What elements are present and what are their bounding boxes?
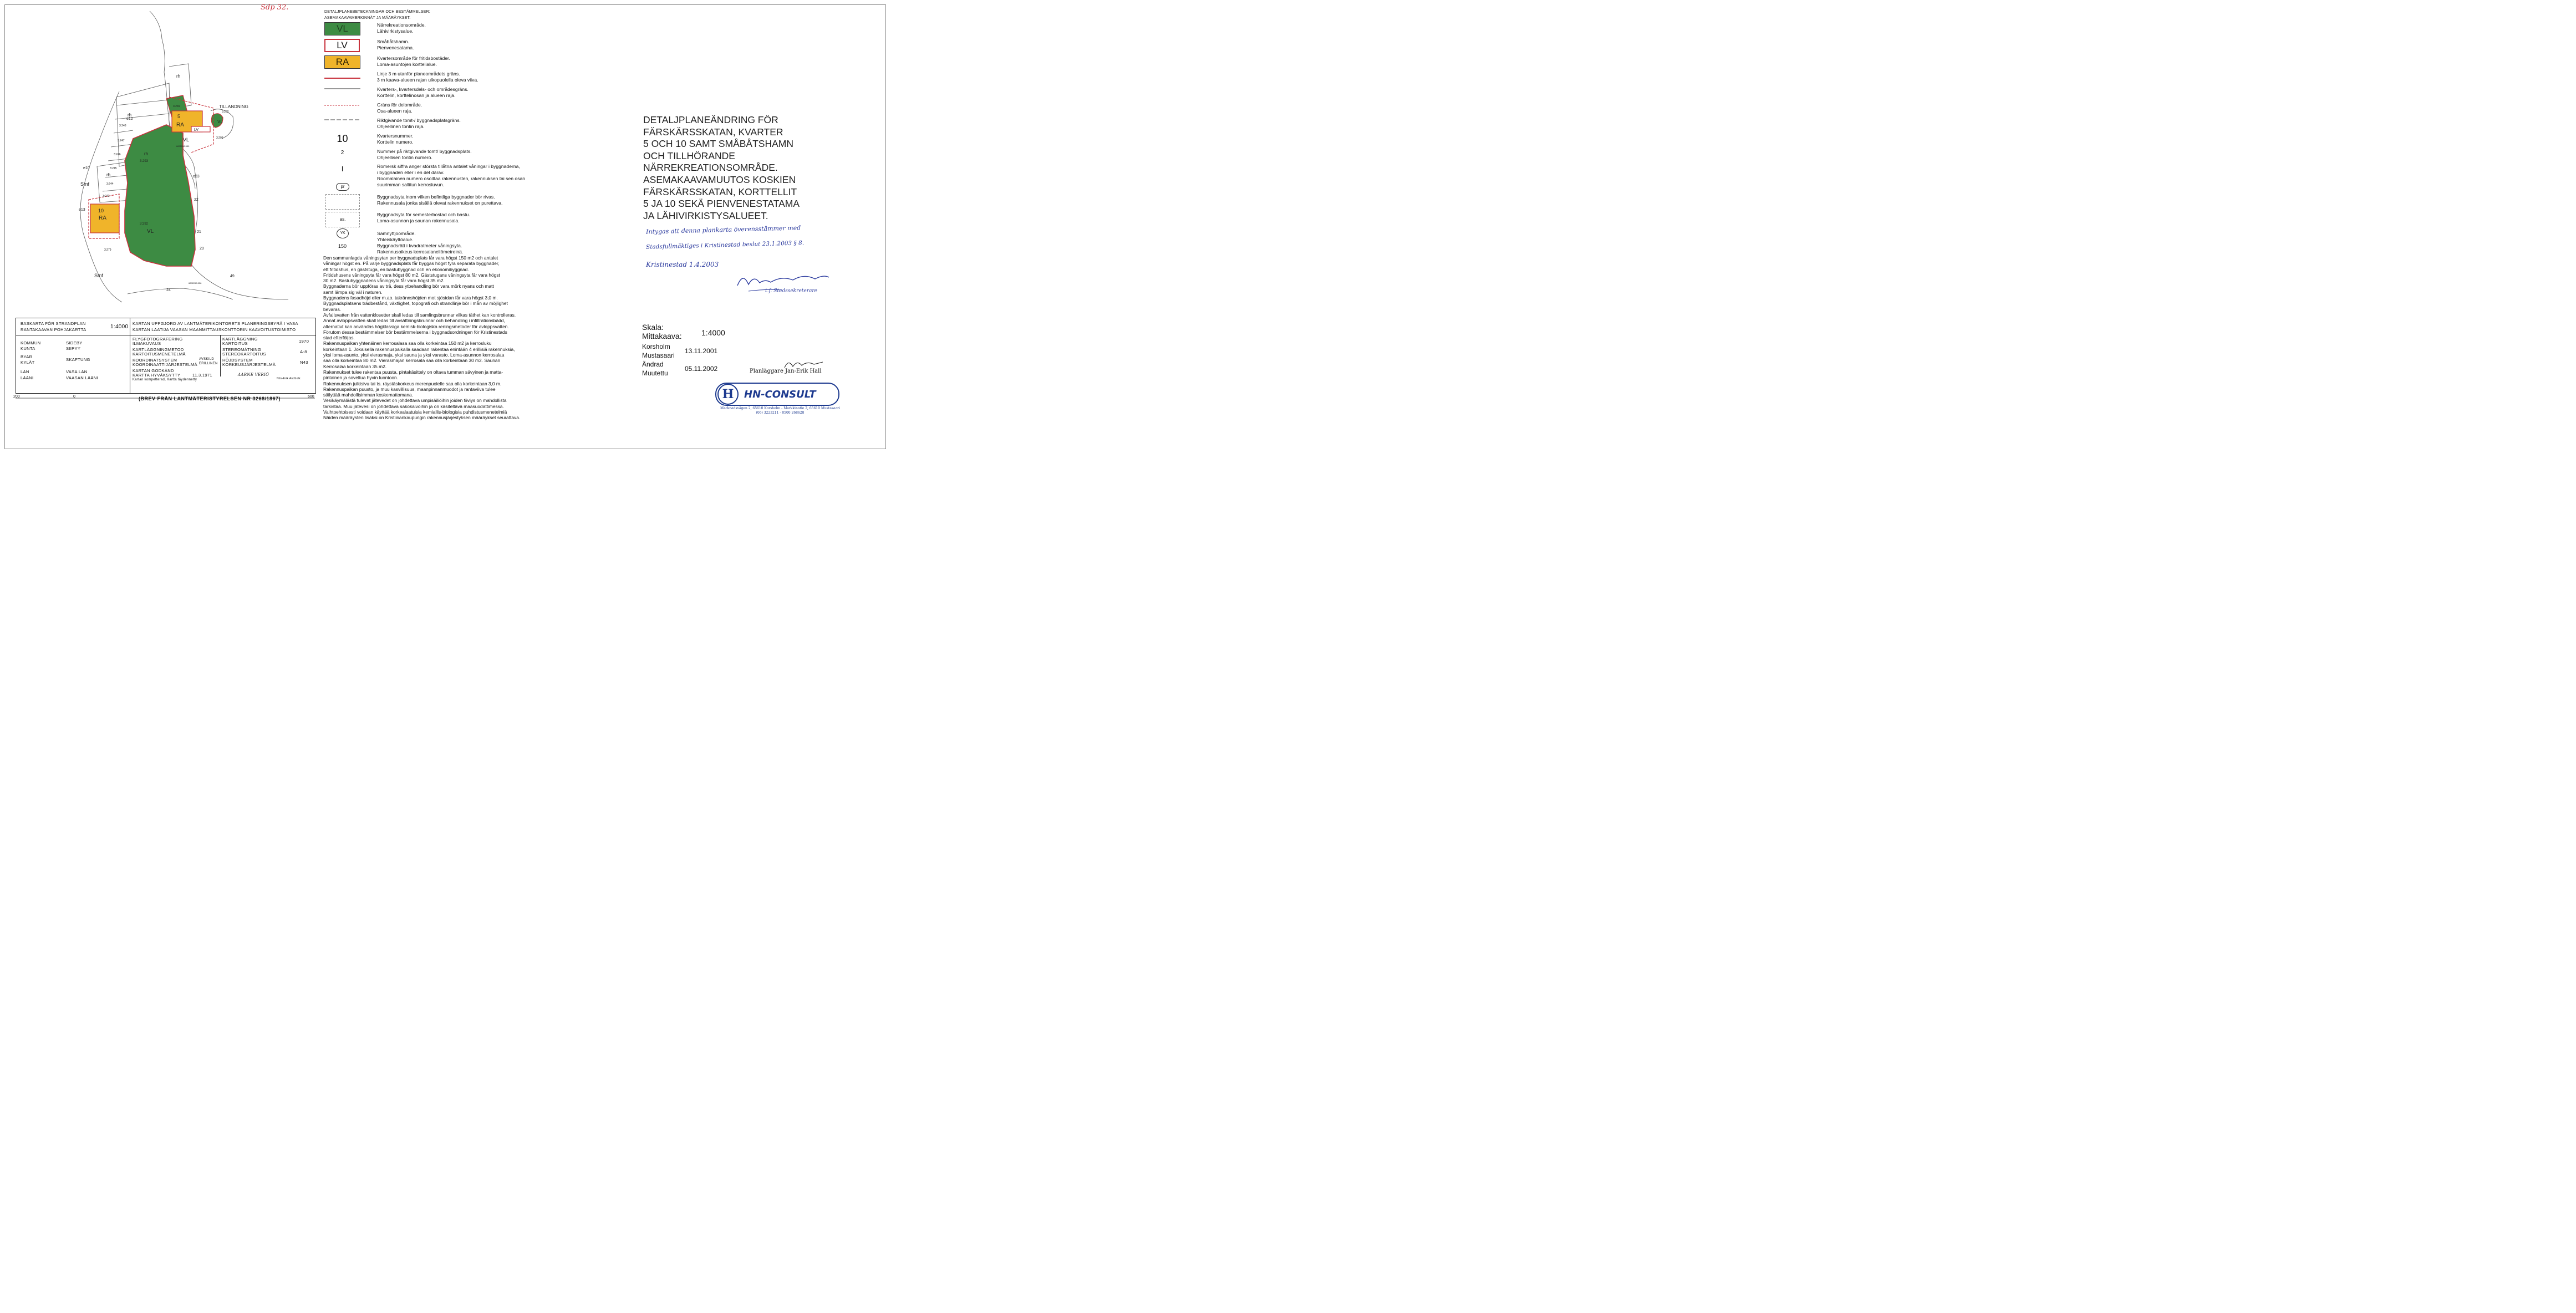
hn-address-block	[716, 406, 844, 415]
legend-header-fi: ASEMAKAAVAMERKINNÄT JA MÄÄRÄYKSET:	[324, 16, 411, 20]
legend-text-tomtgrans: Riktgivande tomt-/ byggnadsplatsgräns. Ohjeellinen tontin raja.	[377, 118, 461, 129]
legend-symbol-pr-area	[325, 194, 360, 210]
legend-row-kvartersnummer	[324, 133, 563, 149]
reg-line: Byggnadsplatsens trädbestånd, växtlighet, topografi och strandlinje bör i mån av möjlighet	[323, 301, 508, 307]
tb-sign2: Nils-Erik Andbolk	[277, 377, 301, 380]
scale-value: 1:4000	[701, 328, 725, 337]
reg-line: Kerrosalaa korkeintaan 35 m2.	[323, 363, 387, 369]
label-vl-islet: VL	[217, 119, 223, 124]
reg-line: ett fritidshus, en gäststuga, en bastubyggnad och en ekonomibyggnad.	[323, 266, 469, 272]
shoreline-west	[80, 91, 122, 302]
legend-row-kvarter	[324, 86, 563, 102]
tb-hyv: KARTTA HYVÄKSYTTY	[133, 373, 181, 378]
tb-flyg: FLYGFOTOGRAFERING	[133, 337, 183, 342]
legend-symbol-line3m	[324, 71, 360, 84]
legend-text-vl: Närrekreationsområde. Lähivirkistysalue.	[377, 22, 426, 34]
tb-scale: 1:4000	[110, 324, 129, 330]
tb-baskarta: BASKARTA FÖR STRANDPLAN	[21, 321, 86, 326]
label-rh-2: rh	[144, 151, 149, 156]
title-line: 5 JA 10 SEKÄ PIENVENESTATAMA	[643, 198, 800, 210]
title-line: FÄRSKÄRSSKATAN, KVARTER	[643, 126, 783, 138]
basemap-titleblock	[16, 318, 316, 394]
title-line: ASEMAKAAVAMUUTOS KOSKIEN	[643, 174, 796, 185]
date-label-sv-1: Korsholm	[642, 343, 670, 350]
legend-symbol-kvarter	[324, 86, 360, 100]
scale-label-sv: Skala:	[642, 323, 664, 332]
legend-text-ra: Kvartersområde för fritidsbostäder. Loma-asuntojen korttelialue.	[377, 55, 450, 67]
tb-koordj: KOORDINAATTIJÄRJESTELMÄ	[133, 362, 197, 367]
label-rh-3: rh	[128, 113, 132, 118]
tb-byar: BYAR	[21, 354, 33, 359]
tb-hojd: HÖJDSYSTEM	[222, 358, 253, 363]
title-line: JA LÄHIVIRKISTYSALUEET.	[643, 210, 768, 221]
legend-symbol-vl: VL	[324, 22, 360, 35]
tb-lan-val: VASA LÄN	[66, 369, 88, 374]
reg-line: Förutom dessa bestämmelser bör bestämmelserna i byggnadsordningen för Kristinestads	[323, 329, 507, 335]
titleblock-divider-2	[220, 335, 221, 376]
reg-line: samt lämpa sig väl i naturen.	[323, 289, 383, 295]
certification-line-1: Intygas att denna plankarta överensstämmer med	[645, 224, 801, 236]
tb-year: 1970	[299, 339, 309, 344]
regulations-text	[323, 255, 573, 421]
legend-text-kvartersnummer: Kvartersnummer. Korttelin numero.	[377, 133, 414, 145]
legend-text-lv: Småbåtshamn. Pienvenesatama.	[377, 39, 414, 50]
tb-laani-val: VAASAN LÄÄNI	[66, 375, 98, 380]
reg-line: Näiden määräysten lisäksi on Kristiinankaupungin rakennusjärjestyksen määräykset seurattava.	[323, 415, 521, 421]
tb-ilma: ILMAKUVAUS	[133, 341, 161, 346]
label-parcel-244: 3:244	[106, 182, 114, 186]
reg-line: Byggnaderna bör uppföras av trä, dess ytbehandling bör vara mörk nyans och matt	[323, 283, 494, 289]
label-e10-1: e10	[83, 166, 90, 170]
tb-uppgjord: KARTAN UPPGJORD AV LANTMÄTERIKONTORETS PLANERINGSBYRÅ I VASA	[133, 321, 298, 326]
plan-title	[643, 114, 843, 222]
legend-symbol-lv: LV	[324, 39, 360, 52]
plan-sheet	[0, 0, 887, 452]
tb-n43: N43	[300, 360, 308, 365]
legend-symbol-byggnadsratt: 150	[338, 243, 347, 249]
legend-symbol-tomtgrans	[324, 118, 360, 131]
hn-logo-mark: H	[717, 384, 739, 405]
reg-line: 30 m2. Bastubyggnadens våningsyta får vara högst 35 m2.	[323, 278, 445, 284]
legend-row-line3m	[324, 71, 563, 86]
legend-text-as: Byggnadsyta för semesterbostad och bastu. Loma-asunnon ja saunan rakennusala.	[377, 212, 470, 223]
tb-laani: LÄÄNI	[21, 375, 34, 380]
reg-line: Byggnadens fasadhöjd eller m.ao. takrännshöjden mot sjösidan får vara högst 3,0 m.	[323, 295, 498, 301]
tb-kork: KORKEUSJÄRJESTELMÄ	[222, 362, 276, 367]
tb-kartm: KARTLÄGGNINGMETOD	[133, 347, 184, 352]
label-e13: e13	[79, 208, 85, 212]
tb-koord: KOORDINATSYSTEM	[133, 358, 177, 363]
legend-text-delomrade: Gräns för delområde. Osa-alueen raja.	[377, 102, 422, 114]
tb-kommun: KOMMUN	[21, 340, 41, 345]
reg-line: Avfallsvatten från vattenklosetter skall ledas till samlingsbrunnar vilkas täthet kan kontrolleras.	[323, 312, 516, 318]
label-parcel-243: 3:243	[103, 195, 110, 198]
legend-text-kvarter: Kvarters-, kvartersdels- och områdesgräns. Korttelin, korttelinosan ja alueen raja.	[377, 86, 469, 98]
label-rh-4: rh	[106, 172, 111, 177]
date-value-2: 05.11.2002	[685, 365, 718, 373]
label-smf-2: Smf	[94, 273, 104, 278]
tb-letter: (BREV FRÅN LANTMÄTERISTYRELSEN NR 3268/1867)	[139, 396, 281, 401]
reg-line: Rakennuspaikan puusto, ja muu kasvillisuus, maanpinnanmuodot ja rantaviiva tulee	[323, 386, 496, 392]
date-label-sv-2: Ändrad	[642, 360, 664, 368]
scale-label-fi: Mittakaava:	[642, 332, 682, 340]
reg-line: pintainen ja soveltua hyvin luontoon.	[323, 375, 399, 381]
title-line: DETALJPLANEÄNDRING FÖR	[643, 114, 778, 125]
tb-by-val: SKAFTUNG	[66, 357, 90, 362]
axis-zero-label: 0	[73, 395, 75, 399]
reg-line: Annat avloppsvatten skall ledas till avsättningsbrunnar och behandling i infiltrationsbädd,	[323, 318, 505, 324]
label-parcel-292: 3:292	[140, 222, 149, 226]
legend-symbol-ra: RA	[324, 55, 360, 69]
tb-sign1: AARNE VERIÖ	[238, 373, 269, 377]
label-parcel-246: 3:246	[114, 153, 121, 156]
label-parcel-203: 3:203	[216, 136, 223, 140]
label-tillandning: TILLANDNING	[219, 104, 248, 109]
label-o23: o23	[193, 175, 200, 179]
legend-text-tomtnummer: Nummer på riktgivande tomt/ byggnadsplats. Ohjeellisen tontin numero.	[377, 149, 472, 160]
title-line: FÄRSKÄRSSKATAN, KORTTELLIT	[643, 186, 797, 197]
title-line: NÄRREKREATIONSOMRÅDE.	[643, 162, 778, 174]
hn-logo-name: HN-CONSULT	[744, 388, 816, 400]
tb-kartme: KARTOITUSMENETELMÄ	[133, 352, 186, 357]
title-line: 5 OCH 10 SAMT SMÅBÅTSHAMN	[643, 138, 793, 150]
tb-stereok: STEREOKARTOITUS	[222, 352, 266, 357]
label-coord-1: 6892268.559	[176, 145, 190, 147]
label-parcel-202: 3:202	[222, 110, 229, 114]
reg-line: saa olla korkeintaa 80 m2. Vierasmajan kerrosala saa olla korkeintaan 30 m2. Saunan	[323, 358, 501, 364]
label-e12: e12	[126, 117, 133, 121]
sheet-stamp: Sdp 32.	[261, 3, 289, 12]
tb-laatija: KARTAN LAATIJA VAASAN MAANMITTAUSKONTTORIN KAAVOITUSTOIMISTO	[133, 327, 296, 332]
label-ra-10: RA	[99, 215, 106, 221]
date-label-fi-2: Muutettu	[642, 369, 668, 377]
reg-line: Rakennukset tulee rakentaa puusta, pintakäsittely on oltava tumman sävyinen ja matta-	[323, 369, 503, 375]
legend-row-yk	[324, 228, 563, 244]
legend-row-lv	[324, 39, 563, 54]
date-value-1: 13.11.2001	[685, 347, 718, 355]
legend-symbol-vaningar: I	[341, 165, 344, 173]
label-block-10: 10	[98, 208, 104, 213]
legend-symbol-yk: YK	[337, 228, 349, 238]
axis-right-label: 600	[308, 395, 314, 399]
tb-kommun-val: SIDEBY	[66, 340, 83, 345]
hn-consult-logo	[715, 383, 839, 406]
certification-line-3: Kristinestad 1.4.2003	[646, 261, 719, 268]
reg-line: stad efterföljas.	[323, 335, 355, 341]
reg-line: Rakennuspaikan yhtenäinen kerrosalasa saa olla korkeintaa 150 m2 ja kerrosluku	[323, 340, 492, 347]
tb-gdate: 11.3.1971	[192, 373, 212, 378]
label-24: 24	[166, 288, 171, 292]
legend-text-yk: Samnyttjoområde. Yhteiskäyttöalue.	[377, 231, 416, 242]
label-parcel-247: 3:247	[118, 139, 125, 143]
legend-symbol-delomrade	[324, 102, 360, 115]
legend-symbol-tomtnummer: 2	[340, 150, 344, 156]
label-22: 22	[194, 198, 198, 202]
tb-a8: A-8	[300, 349, 307, 354]
tb-kunta-val: SIIPYY	[66, 346, 81, 351]
contour-south	[128, 288, 233, 299]
tb-eril: ERILLINEN	[199, 362, 218, 365]
legend-header-sv: DETALJPLANEBETECKNINGAR OCH BESTÄMMELSER:	[324, 10, 430, 14]
label-parcel-293: 3:293	[140, 160, 149, 163]
tb-pohjakartta: RANTAKAAVAN POHJAKARTTA	[21, 327, 86, 332]
hn-phone: (06) 3223211 - 0500 268628	[756, 411, 805, 415]
legend-symbol-pr: pr	[336, 183, 349, 191]
reg-line: alternativt kan användas högklassiga kemisk-biologiska reningsmetoder för avloppsvatten.	[323, 323, 509, 329]
date-label-fi-1: Mustasaari	[642, 352, 675, 359]
certification-role: t.f. Stadssekreterare	[765, 288, 818, 294]
legend-row-vl	[324, 22, 563, 38]
label-coord-2: 6892268.558	[189, 282, 202, 284]
certification-line-2: Stadsfullmäktiges i Kristinestad beslut 23.1.2003 § 8.	[645, 240, 805, 251]
legend-row-pr	[324, 194, 563, 210]
reg-line: bevaras.	[323, 306, 342, 312]
label-49: 49	[230, 274, 235, 278]
legend-text-byggnadsratt: Byggnadsrätt i kvadratmeter våningsyta. Rakennusoikeus kerrosalaneliömetreinä.	[377, 243, 464, 255]
label-parcel-279: 3:279	[104, 248, 111, 252]
legend-text-pr: Byggnadsyta inom vilken befintliga byggnader bör rivas. Rakennusala jonka sisällä olevat rakennukset on purettava.	[377, 194, 503, 206]
reg-line: Den sammanlagda våningsytan per byggnadsplats får vara högst 150 m2 och antalet	[323, 255, 498, 261]
reg-line: säilyttää mahdollisimman koskemattomana.	[323, 392, 413, 398]
reg-line: yksi loma-asunto, yksi vierasmaja, yksi sauna ja yksi varasto. Loma-asunnon kerrosalaa	[323, 352, 505, 358]
axis-left-label: 200	[13, 395, 20, 399]
legend-row-as	[324, 212, 563, 227]
label-20: 20	[200, 247, 204, 251]
title-line: OCH TILLHÖRANDE	[643, 150, 735, 161]
label-parcel-249: 3:249	[173, 105, 180, 108]
label-ra-5: RA	[176, 122, 184, 128]
reg-line: korkeintaan 1. Jokaisella rakennuspaikalla saadaan rakentaa enintään 4 erillisiä rakennuksia,	[323, 346, 515, 352]
legend-text-line3m: Linje 3 m utanför planeområdets gräns. 3 m kaava-alueen rajan ulkopuolella oleva viiva.	[377, 71, 478, 83]
tb-kylat: KYLÄT	[21, 360, 35, 365]
tb-kart: KARTLÄGGNING	[222, 337, 258, 342]
label-21: 21	[197, 230, 201, 234]
reg-line: tarkistaa. Muu jätevesi on johdettava sakokaivoihin ja on käsiteltävä maasuodattimessa.	[323, 403, 504, 409]
tb-stereo: STEREOMÄTNING	[222, 347, 262, 352]
tb-karto: KARTOITUS	[222, 341, 248, 346]
reg-line: Rakennuksen julkisivu tai ts. räystäskorkeus merenpuolelle saa olla korkeintaan 3,0 m.	[323, 380, 502, 386]
reg-line: Vaihtoehtoisesti voidaan käyttää korkealaatuisia kemiallis-biologisia puhdistusmenetelmiä	[323, 409, 507, 415]
planner-name: Planläggare Jan-Erik Hall	[750, 368, 822, 374]
reg-line: Vesikäymälästä tulevat jätevedet on johdettava umpisäiliöihin joiden tiiviys on mahdollista	[323, 398, 507, 404]
label-block-5: 5	[177, 114, 181, 119]
label-parcel-248: 3:248	[119, 124, 126, 128]
tb-lan: LÄN	[21, 369, 29, 374]
label-parcel-245: 3:245	[110, 167, 117, 170]
label-vl-main: VL	[147, 228, 154, 235]
legend-symbol-kvartersnummer: 10	[337, 133, 348, 144]
tb-avsk: AVSKILD	[199, 358, 214, 361]
label-rh-1: rh	[176, 74, 181, 79]
legend-row-tomtnummer	[324, 149, 563, 164]
legend-row-ra	[324, 55, 563, 71]
tb-kompl: Kartan kompetterad, Kartta täydennetty	[133, 378, 197, 381]
legend-row-tomtgrans	[324, 118, 563, 133]
tb-kunta: KUNTA	[21, 346, 35, 351]
legend-text-vaningar: Romersk siffra anger största tillåtna antalet våningar i byggnaderna, i byggnaden eller i en del därav. Roomalainen numero osoittaa rakennusten, rakennuksen tai sen osan suurimman sallitun kerrosluvun.	[377, 164, 526, 187]
label-lv: LV	[194, 128, 199, 132]
tb-godk: KARTAN GODKÄND	[133, 368, 174, 373]
legend-symbol-as: as.	[325, 212, 360, 227]
label-smf-1: Smf	[80, 181, 90, 187]
hn-address: Marknadsvägen 2, 65610 Korsholm - Markkinatie 2, 65610 Mustasaari	[720, 406, 840, 410]
legend-row-delomrade	[324, 102, 563, 118]
reg-line: våningar högst en. På varje byggnadsplats får byggas högst fyra separata byggnader,	[323, 261, 500, 267]
reg-line: Fritidshusens våningsyta får vara högst 80 m2. Gäststugans våningsyta får vara högst	[323, 272, 500, 278]
label-vl-north: VL	[183, 137, 190, 143]
legend-row-vaningar	[324, 164, 563, 188]
